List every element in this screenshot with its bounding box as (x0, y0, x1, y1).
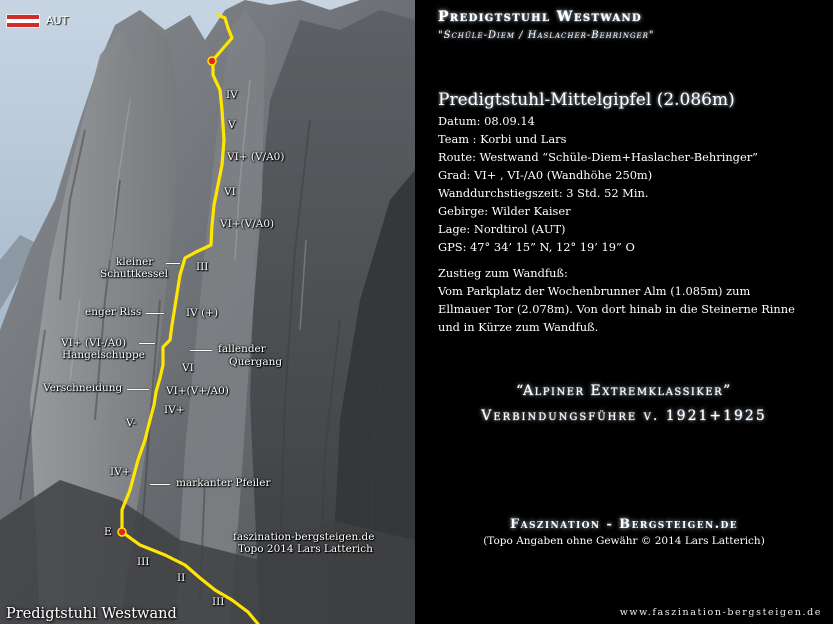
access-text: Vom Parkplatz der Wochenbrunner Alm (1.085m) zum Ellmauer Tor (2.078m). Von dort hinab in die Steinerne Rinne und in Kürze zum Wandfuß. (438, 284, 795, 334)
grade-label: VI (224, 186, 236, 198)
access-heading: Zustieg zum Wandfuß: (438, 266, 568, 280)
grade-label: VI+ (V/A0) (227, 151, 285, 163)
grade-label: V (228, 119, 236, 131)
credit-line: Topo 2014 Lars Latterich (238, 543, 373, 555)
grade-label: IV (+) (186, 307, 219, 319)
feature-pointer (166, 263, 180, 264)
fact-route: Route: Westwand “Schüle-Diem+Haslacher-Behringer” (438, 150, 758, 164)
feature-label: fallender (218, 343, 266, 355)
photo-title: Predigtstuhl Westwand (6, 606, 177, 622)
tagline: “Alpiner Extremklassiker” (516, 383, 732, 399)
grade-label: III (212, 596, 225, 608)
start-point (118, 528, 126, 536)
start-marker-label: E (104, 526, 112, 538)
route-subtitle: "Schüle-Diem / Haslacher-Behringer" (438, 30, 655, 41)
feature-label: Verschneidung (43, 382, 123, 394)
feature-pointer (146, 313, 164, 314)
info-panel (415, 0, 833, 624)
fact-range: Gebirge: Wilder Kaiser (438, 204, 571, 218)
feature-label: kleiner (116, 256, 154, 268)
website-url: www.faszination-bergsteigen.de (619, 607, 822, 618)
disclaimer: (Topo Angaben ohne Gewähr © 2014 Lars Latterich) (483, 535, 765, 547)
fact-gps: GPS: 47° 34’ 15” N, 12° 19’ 19” O (438, 240, 635, 254)
flag-stripe-bottom (7, 23, 39, 27)
country-label: AUT (46, 14, 69, 27)
feature-label: Hangelschuppe (62, 349, 145, 361)
grade-label: III (196, 261, 209, 273)
grade-label: IV (226, 89, 238, 101)
tagline-sub: Verbindungsführe v. 1921+1925 (481, 408, 767, 424)
fact-list (438, 112, 758, 256)
feature-label: VI+ (VI-/A0) (61, 337, 127, 349)
fact-time: Wanddurchstiegszeit: 3 Std. 52 Min. (438, 186, 649, 200)
grade-label: II (177, 572, 186, 584)
grade-label: VI (182, 362, 194, 374)
grade-label: III (137, 556, 150, 568)
feature-label: enger Riss (85, 306, 142, 318)
feature-label: markanter Pfeiler (176, 477, 271, 489)
wall-photo (0, 0, 415, 624)
feature-pointer (190, 350, 212, 351)
grade-label: IV+ (164, 404, 185, 416)
fact-date: Datum: 08.09.14 (438, 114, 535, 128)
austria-flag-icon (6, 14, 40, 28)
summit-point (208, 57, 216, 65)
feature-pointer (150, 484, 170, 485)
credit-line: faszination-bergsteigen.de (233, 531, 375, 543)
feature-pointer (139, 343, 155, 344)
grade-label: IV+ (110, 466, 131, 478)
feature-label: Quergang (229, 356, 283, 368)
grade-label: VI+(V/A0) (220, 218, 275, 230)
fact-team: Team : Korbi und Lars (438, 132, 567, 146)
feature-label: Schuttkessel (100, 268, 168, 280)
grade-label: VI+(V+/A0) (166, 385, 229, 397)
fact-grade: Grad: VI+ , VI-/A0 (Wandhöhe 250m) (438, 168, 653, 182)
route-title: Predigtstuhl Westwand (438, 9, 643, 25)
brand-name: Faszination - Bergsteigen.de (509, 517, 739, 532)
summit-heading: Predigtstuhl-Mittelgipfel (2.086m) (438, 90, 735, 110)
fact-location: Lage: Nordtirol (AUT) (438, 222, 566, 236)
feature-pointer (127, 389, 149, 390)
grade-label: V- (126, 417, 137, 429)
